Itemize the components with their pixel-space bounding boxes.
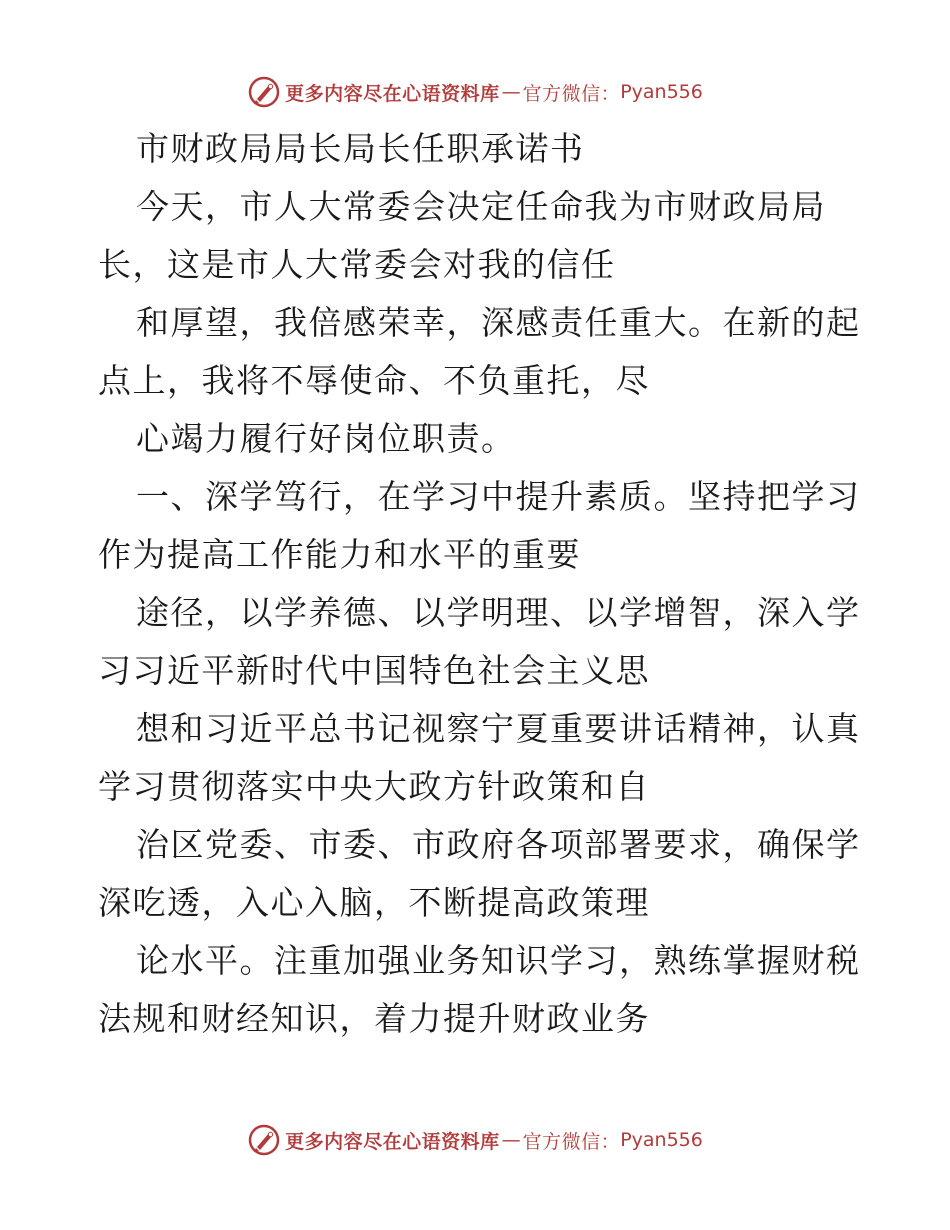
paragraph-line: 长，这是市人大常委会对我的信任 [98, 245, 616, 284]
paragraph-line: 治区党委、市委、市政府各项部署要求，确保学 [136, 825, 861, 864]
banner-site-text: 更多内容尽在心语资料库 [285, 82, 500, 105]
paragraph-line: 学习贯彻落实中央大政方针政策和自 [98, 767, 650, 806]
pen-nib-logo-icon [247, 75, 281, 109]
paragraph-line: 作为提高工作能力和水平的重要 [98, 535, 581, 574]
banner-wechat-id: Pyan556 [620, 1129, 703, 1151]
banner-official-label: 官方微信： [522, 1130, 621, 1153]
paragraph-line: 想和习近平总书记视察宁夏重要讲话精神，认真 [136, 709, 861, 748]
document-body [98, 120, 861, 1048]
document-title: 市财政局局长局长任职承诺书 [136, 129, 585, 168]
banner-official-label: 官方微信： [522, 82, 621, 105]
paragraph-line: 途径，以学养德、以学明理、以学增智，深入学 [136, 593, 861, 632]
paragraph-line: 点上，我将不辱使命、不负重托，尽 [98, 361, 650, 400]
paragraph-line: 论水平。注重加强业务知识学习，熟练掌握财税 [136, 941, 861, 980]
header-banner [0, 70, 950, 114]
footer-banner [0, 1118, 950, 1162]
paragraph-line: 一、深学笃行，在学习中提升素质。坚持把学习 [136, 477, 861, 516]
paragraph-line: 今天，市人大常委会决定任命我为市财政局局 [136, 187, 826, 226]
pen-nib-logo-icon [247, 1123, 281, 1157]
paragraph-line: 习习近平新时代中国特色社会主义思 [98, 651, 650, 690]
banner-wechat-id: Pyan556 [620, 81, 703, 103]
banner-site-text: 更多内容尽在心语资料库 [285, 1130, 500, 1153]
banner-dash: — [501, 81, 521, 103]
paragraph-line: 深吃透，入心入脑，不断提高政策理 [98, 883, 650, 922]
banner-dash: — [501, 1129, 521, 1151]
paragraph-line: 法规和财经知识，着力提升财政业务 [98, 999, 650, 1038]
paragraph-line: 和厚望，我倍感荣幸，深感责任重大。在新的起 [136, 303, 861, 342]
paragraph-line: 心竭力履行好岗位职责。 [136, 419, 516, 458]
